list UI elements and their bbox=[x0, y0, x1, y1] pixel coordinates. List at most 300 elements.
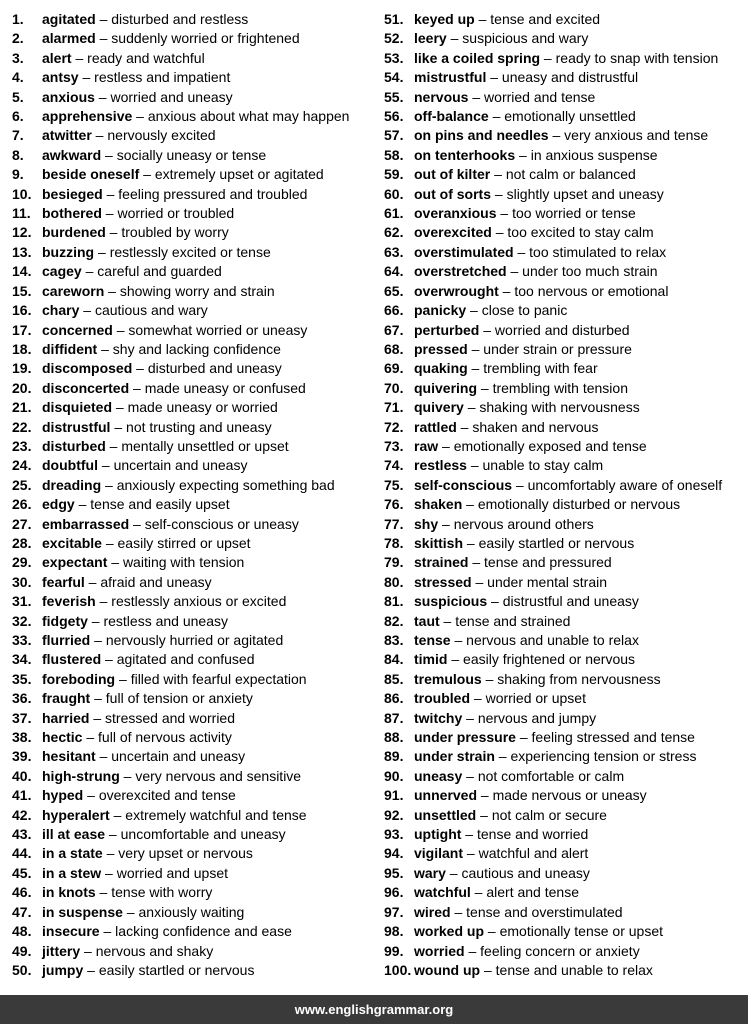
entry-word: nervous bbox=[414, 88, 469, 105]
entry-separator: – bbox=[129, 515, 145, 532]
entry-number: 4. bbox=[12, 69, 24, 86]
entry-separator: – bbox=[90, 690, 106, 707]
entry-word: disturbed bbox=[42, 437, 106, 454]
entry-number: 68. bbox=[384, 340, 404, 357]
entry-definition: nervous around others bbox=[453, 515, 594, 532]
entry-definition: disturbed and restless bbox=[111, 11, 249, 27]
entry-separator: – bbox=[79, 302, 95, 319]
word-entry bbox=[12, 670, 374, 689]
entry-definition: worried or upset bbox=[485, 690, 586, 707]
entry-number: 47. bbox=[12, 903, 32, 920]
entry-word: worked up bbox=[414, 923, 485, 940]
entry-word: keyed up bbox=[414, 11, 475, 27]
entry-separator: – bbox=[83, 961, 99, 978]
entry-word: embarrassed bbox=[42, 515, 130, 532]
entry-number: 51. bbox=[384, 11, 404, 27]
entry-word: quivery bbox=[414, 399, 464, 416]
entry-word: overstretched bbox=[414, 263, 507, 280]
entry-definition: tense and unable to relax bbox=[495, 961, 653, 978]
entry-number: 19. bbox=[12, 360, 32, 377]
entry-word: disquieted bbox=[42, 399, 113, 416]
entry-number: 66. bbox=[384, 302, 404, 319]
entry-definition: tense with worry bbox=[111, 884, 213, 901]
entry-definition: nervously excited bbox=[107, 127, 216, 144]
entry-number: 84. bbox=[384, 651, 404, 668]
entry-word: bothered bbox=[42, 205, 102, 222]
entry-word: besieged bbox=[42, 185, 103, 202]
entry-word: quivering bbox=[414, 379, 478, 396]
entry-separator: – bbox=[466, 302, 482, 319]
entry-separator: – bbox=[101, 205, 118, 222]
entry-definition: anxious about what may happen bbox=[147, 108, 350, 125]
entry-number: 48. bbox=[12, 923, 32, 940]
entry-word: uptight bbox=[414, 826, 462, 843]
entry-number: 95. bbox=[384, 864, 404, 881]
entry-definition: restlessly excited or tense bbox=[109, 243, 271, 260]
entry-word: troubled bbox=[414, 690, 470, 707]
word-entry bbox=[384, 456, 746, 475]
entry-number: 85. bbox=[384, 670, 404, 687]
entry-word: anxious bbox=[42, 88, 95, 105]
entry-number: 65. bbox=[384, 282, 404, 299]
entry-definition: made uneasy or worried bbox=[127, 399, 278, 416]
word-entry bbox=[384, 534, 746, 553]
entry-separator: – bbox=[97, 457, 114, 474]
entry-separator: – bbox=[467, 360, 484, 377]
entry-definition: uncomfortably aware of oneself bbox=[527, 476, 723, 493]
word-entry bbox=[12, 961, 374, 980]
entry-number: 100. bbox=[384, 961, 412, 978]
word-entry bbox=[384, 806, 746, 825]
entry-word: in a state bbox=[42, 845, 103, 862]
entry-number: 53. bbox=[384, 49, 404, 66]
entry-definition: in anxious suspense bbox=[530, 146, 658, 163]
entry-separator: – bbox=[513, 243, 530, 260]
entry-definition: worried and uneasy bbox=[110, 88, 233, 105]
entry-word: fidgety bbox=[42, 612, 88, 629]
word-entry bbox=[12, 418, 374, 437]
entry-number: 1. bbox=[12, 11, 24, 27]
entry-separator: – bbox=[463, 534, 479, 551]
entry-word: on pins and needles bbox=[414, 127, 549, 144]
word-entry bbox=[384, 903, 746, 922]
word-entry bbox=[12, 359, 374, 378]
entry-separator: – bbox=[480, 961, 496, 978]
entry-separator: – bbox=[446, 30, 463, 47]
entry-word: suspicious bbox=[414, 593, 488, 610]
entry-word: tense bbox=[414, 632, 451, 648]
entry-number: 13. bbox=[12, 243, 32, 260]
word-entry bbox=[12, 437, 374, 456]
entry-definition: shaken and nervous bbox=[472, 418, 599, 435]
entry-number: 62. bbox=[384, 224, 404, 241]
entry-separator: – bbox=[487, 593, 503, 610]
entry-separator: – bbox=[101, 146, 117, 163]
entry-definition: easily startled or nervous bbox=[98, 961, 255, 978]
entry-separator: – bbox=[456, 418, 473, 435]
entry-definition: tense and excited bbox=[490, 11, 601, 27]
entry-definition: uncertain and uneasy bbox=[113, 457, 248, 474]
entry-number: 17. bbox=[12, 321, 32, 338]
entry-separator: – bbox=[94, 243, 110, 260]
entry-definition: restless and uneasy bbox=[103, 612, 228, 629]
entry-separator: – bbox=[486, 69, 502, 86]
entry-definition: not trusting and uneasy bbox=[126, 418, 272, 435]
entry-number: 94. bbox=[384, 845, 404, 862]
word-entry bbox=[12, 612, 374, 631]
entry-definition: nervous and shaky bbox=[95, 942, 214, 959]
entry-definition: under mental strain bbox=[487, 573, 608, 590]
entry-separator: – bbox=[83, 787, 99, 804]
entry-definition: too excited to stay calm bbox=[507, 224, 654, 241]
entry-word: atwitter bbox=[42, 127, 92, 144]
word-entry bbox=[384, 418, 746, 437]
entry-word: under strain bbox=[414, 748, 495, 765]
entry-separator: – bbox=[90, 632, 106, 648]
entry-separator: – bbox=[112, 321, 129, 338]
entry-word: distrustful bbox=[42, 418, 111, 435]
entry-definition: somewhat worried or uneasy bbox=[128, 321, 308, 338]
entry-definition: anxiously waiting bbox=[138, 903, 245, 920]
entry-number: 22. bbox=[12, 418, 32, 435]
entry-word: overanxious bbox=[414, 205, 497, 222]
entry-definition: unable to stay calm bbox=[482, 457, 604, 474]
entry-number: 59. bbox=[384, 166, 404, 183]
entry-separator: – bbox=[101, 864, 117, 881]
entry-word: mistrustful bbox=[414, 69, 487, 86]
entry-definition: anxiously expecting something bad bbox=[116, 476, 335, 493]
entry-definition: full of tension or anxiety bbox=[105, 690, 253, 707]
entry-word: overstimulated bbox=[414, 243, 514, 260]
entry-word: hesitant bbox=[42, 748, 96, 765]
word-entry bbox=[12, 689, 374, 708]
entry-number: 38. bbox=[12, 729, 32, 746]
word-entry bbox=[12, 282, 374, 301]
entry-number: 64. bbox=[384, 263, 404, 280]
word-entry bbox=[12, 185, 374, 204]
entry-definition: trembling with fear bbox=[483, 360, 598, 377]
entry-definition: emotionally disturbed or nervous bbox=[477, 496, 681, 513]
word-entry bbox=[12, 10, 374, 29]
entry-definition: nervous and unable to relax bbox=[466, 632, 639, 648]
word-entry bbox=[384, 68, 746, 87]
entry-word: on tenterhooks bbox=[414, 146, 516, 163]
entry-number: 34. bbox=[12, 651, 32, 668]
entry-definition: very nervous and sensitive bbox=[135, 767, 302, 784]
word-entry bbox=[384, 553, 746, 572]
entry-word: watchful bbox=[414, 884, 471, 901]
entry-number: 50. bbox=[12, 961, 32, 978]
entry-definition: suddenly worried or frightened bbox=[111, 30, 300, 47]
entry-number: 12. bbox=[12, 224, 32, 241]
entry-word: harried bbox=[42, 709, 90, 726]
word-entry bbox=[384, 864, 746, 883]
entry-number: 83. bbox=[384, 632, 404, 648]
entry-definition: easily startled or nervous bbox=[478, 534, 635, 551]
entry-word: ill at ease bbox=[42, 826, 106, 843]
entry-word: stressed bbox=[414, 573, 472, 590]
entry-separator: – bbox=[132, 108, 148, 125]
entry-definition: stressed and worried bbox=[105, 709, 235, 726]
entry-number: 27. bbox=[12, 515, 32, 532]
word-entry bbox=[12, 88, 374, 107]
entry-word: disconcerted bbox=[42, 379, 130, 396]
entry-number: 10. bbox=[12, 185, 32, 202]
entry-number: 90. bbox=[384, 767, 404, 784]
entry-word: feverish bbox=[42, 593, 96, 610]
entry-definition: shaking from nervousness bbox=[497, 670, 661, 687]
entry-number: 89. bbox=[384, 748, 404, 765]
entry-definition: suspicious and wary bbox=[462, 30, 589, 47]
entry-word: cagey bbox=[42, 263, 82, 280]
entry-separator: – bbox=[101, 534, 118, 551]
entry-word: shy bbox=[414, 515, 439, 532]
entry-definition: close to panic bbox=[481, 302, 568, 319]
entry-number: 6. bbox=[12, 108, 24, 125]
entry-definition: cautious and wary bbox=[94, 302, 208, 319]
entry-definition: watchful and alert bbox=[478, 845, 589, 862]
entry-separator: – bbox=[104, 282, 120, 299]
entry-definition: emotionally tense or upset bbox=[499, 923, 664, 940]
entry-definition: uncomfortable and uneasy bbox=[120, 826, 286, 843]
word-entry bbox=[12, 553, 374, 572]
word-entry bbox=[12, 650, 374, 669]
entry-separator: – bbox=[71, 49, 88, 66]
word-entry bbox=[384, 321, 746, 340]
entry-word: out of sorts bbox=[414, 185, 491, 202]
entry-definition: waiting with tension bbox=[122, 554, 245, 571]
entry-definition: worried and upset bbox=[116, 864, 229, 881]
entry-definition: socially uneasy or tense bbox=[116, 146, 267, 163]
entry-number: 43. bbox=[12, 826, 32, 843]
entry-number: 82. bbox=[384, 612, 404, 629]
word-entry bbox=[12, 262, 374, 281]
entry-separator: – bbox=[466, 457, 483, 474]
word-entry bbox=[384, 379, 746, 398]
entry-number: 49. bbox=[12, 942, 32, 959]
word-entry bbox=[12, 456, 374, 475]
entry-word: under pressure bbox=[414, 729, 516, 746]
word-entry bbox=[384, 126, 746, 145]
entry-separator: – bbox=[94, 88, 111, 105]
entry-definition: feeling concern or anxiety bbox=[480, 942, 640, 959]
entry-definition: extremely watchful and tense bbox=[125, 806, 307, 823]
word-entry bbox=[12, 728, 374, 747]
entry-definition: extremely upset or agitated bbox=[154, 166, 324, 183]
entry-separator: – bbox=[107, 554, 123, 571]
entry-word: doubtful bbox=[42, 457, 98, 474]
entry-separator: – bbox=[115, 670, 131, 687]
entry-separator: – bbox=[102, 185, 119, 202]
word-entry bbox=[12, 165, 374, 184]
entry-word: concerned bbox=[42, 321, 113, 338]
entry-separator: – bbox=[540, 49, 556, 66]
entry-word: alert bbox=[42, 49, 72, 66]
entry-definition: shaking with nervousness bbox=[479, 399, 640, 416]
entry-number: 28. bbox=[12, 534, 32, 551]
entry-definition: made uneasy or confused bbox=[144, 379, 306, 396]
entry-separator: – bbox=[477, 379, 493, 396]
entry-separator: – bbox=[463, 399, 480, 416]
entry-number: 69. bbox=[384, 360, 404, 377]
entry-definition: too nervous or emotional bbox=[514, 282, 669, 299]
word-entry bbox=[12, 68, 374, 87]
entry-number: 88. bbox=[384, 729, 404, 746]
word-list-left-column bbox=[12, 10, 374, 980]
entry-number: 75. bbox=[384, 476, 404, 493]
entry-definition: self-conscious or uneasy bbox=[144, 515, 299, 532]
entry-number: 9. bbox=[12, 166, 24, 183]
entry-separator: – bbox=[132, 360, 148, 377]
entry-word: twitchy bbox=[414, 709, 463, 726]
entry-number: 56. bbox=[384, 108, 404, 125]
word-entry bbox=[384, 340, 746, 359]
entry-word: in suspense bbox=[42, 903, 123, 920]
entry-definition: lacking confidence and ease bbox=[115, 923, 292, 940]
entry-number: 80. bbox=[384, 573, 404, 590]
entry-word: discomposed bbox=[42, 360, 133, 377]
word-entry bbox=[384, 689, 746, 708]
entry-separator: – bbox=[462, 496, 478, 513]
word-entry bbox=[12, 340, 374, 359]
entry-word: like a coiled spring bbox=[414, 49, 541, 66]
entry-word: off-balance bbox=[414, 108, 489, 125]
entry-separator: – bbox=[506, 263, 523, 280]
word-entry bbox=[384, 631, 746, 650]
entry-word: expectant bbox=[42, 554, 108, 571]
entry-word: uneasy bbox=[414, 767, 463, 784]
entry-separator: – bbox=[95, 593, 112, 610]
entry-number: 97. bbox=[384, 903, 404, 920]
entry-separator: – bbox=[95, 884, 112, 901]
entry-separator: – bbox=[84, 573, 101, 590]
entry-number: 44. bbox=[12, 845, 32, 862]
entry-word: hyped bbox=[42, 787, 84, 804]
entry-word: restless bbox=[414, 457, 467, 474]
entry-number: 23. bbox=[12, 437, 32, 454]
word-entry bbox=[384, 88, 746, 107]
entry-definition: showing worry and strain bbox=[119, 282, 275, 299]
word-entry bbox=[384, 612, 746, 631]
entry-separator: – bbox=[80, 942, 96, 959]
entry-word: chary bbox=[42, 302, 80, 319]
entry-number: 81. bbox=[384, 593, 404, 610]
entry-separator: – bbox=[496, 205, 513, 222]
word-entry bbox=[12, 903, 374, 922]
entry-number: 87. bbox=[384, 709, 404, 726]
entry-separator: – bbox=[110, 418, 127, 435]
entry-word: worried bbox=[414, 942, 465, 959]
entry-separator: – bbox=[468, 88, 485, 105]
entry-separator: – bbox=[447, 651, 464, 668]
entry-definition: nervous and jumpy bbox=[477, 709, 597, 726]
entry-number: 99. bbox=[384, 942, 404, 959]
entry-separator: – bbox=[498, 282, 515, 299]
word-entry bbox=[384, 107, 746, 126]
entry-word: insecure bbox=[42, 923, 100, 940]
entry-definition: emotionally exposed and tense bbox=[453, 437, 647, 454]
entry-definition: careful and guarded bbox=[97, 263, 222, 280]
entry-separator: – bbox=[82, 729, 99, 746]
word-entry bbox=[384, 961, 746, 980]
entry-separator: – bbox=[470, 884, 487, 901]
entry-word: pressed bbox=[414, 340, 468, 357]
entry-word: high-strung bbox=[42, 767, 120, 784]
entry-separator: – bbox=[105, 826, 121, 843]
entry-definition: made nervous or uneasy bbox=[492, 787, 647, 804]
entry-separator: – bbox=[470, 690, 486, 707]
word-entry bbox=[12, 825, 374, 844]
entry-separator: – bbox=[476, 806, 492, 823]
word-entry bbox=[384, 185, 746, 204]
entry-word: burdened bbox=[42, 224, 106, 241]
entry-word: careworn bbox=[42, 282, 105, 299]
entry-number: 52. bbox=[384, 30, 404, 47]
entry-definition: not calm or secure bbox=[491, 806, 607, 823]
entry-definition: not comfortable or calm bbox=[477, 767, 625, 784]
entry-definition: troubled by worry bbox=[121, 224, 229, 241]
entry-separator: – bbox=[515, 146, 531, 163]
entry-separator: – bbox=[462, 709, 478, 726]
word-list-right-column bbox=[384, 10, 746, 980]
entry-definition: emotionally unsettled bbox=[504, 108, 636, 125]
entry-separator: – bbox=[438, 437, 454, 454]
word-entry bbox=[384, 437, 746, 456]
entry-definition: uncertain and uneasy bbox=[111, 748, 246, 765]
word-entry bbox=[384, 573, 746, 592]
entry-separator: – bbox=[78, 69, 95, 86]
entry-number: 16. bbox=[12, 302, 32, 319]
word-entry bbox=[12, 922, 374, 941]
footer-banner bbox=[0, 995, 748, 1024]
entry-number: 58. bbox=[384, 146, 404, 163]
entry-number: 26. bbox=[12, 496, 32, 513]
entry-definition: worried and tense bbox=[484, 88, 596, 105]
word-entry bbox=[384, 592, 746, 611]
entry-number: 54. bbox=[384, 69, 404, 86]
entry-word: wired bbox=[414, 903, 451, 920]
word-entry bbox=[384, 767, 746, 786]
entry-definition: worried and disturbed bbox=[494, 321, 630, 338]
entry-number: 21. bbox=[12, 399, 32, 416]
entry-definition: overexcited and tense bbox=[98, 787, 236, 804]
entry-definition: slightly upset and uneasy bbox=[506, 185, 664, 202]
word-entry bbox=[384, 282, 746, 301]
word-entry bbox=[384, 398, 746, 417]
entry-separator: – bbox=[119, 767, 136, 784]
word-entry bbox=[12, 942, 374, 961]
entry-separator: – bbox=[491, 224, 508, 241]
entry-number: 24. bbox=[12, 457, 32, 474]
entry-separator: – bbox=[474, 11, 491, 27]
entry-word: timid bbox=[414, 651, 448, 668]
entry-word: flustered bbox=[42, 651, 102, 668]
entry-number: 76. bbox=[384, 496, 404, 513]
entry-word: fraught bbox=[42, 690, 91, 707]
entry-separator: – bbox=[479, 321, 495, 338]
entry-separator: – bbox=[445, 864, 462, 881]
entry-definition: tense and strained bbox=[455, 612, 571, 629]
entry-separator: – bbox=[102, 845, 119, 862]
entry-definition: feeling stressed and tense bbox=[531, 729, 695, 746]
entry-word: out of kilter bbox=[414, 166, 491, 183]
entry-number: 30. bbox=[12, 573, 32, 590]
entry-number: 18. bbox=[12, 340, 32, 357]
entry-separator: – bbox=[74, 496, 91, 513]
entry-number: 33. bbox=[12, 632, 32, 648]
entry-word: agitated bbox=[42, 11, 96, 27]
entry-word: alarmed bbox=[42, 30, 96, 47]
